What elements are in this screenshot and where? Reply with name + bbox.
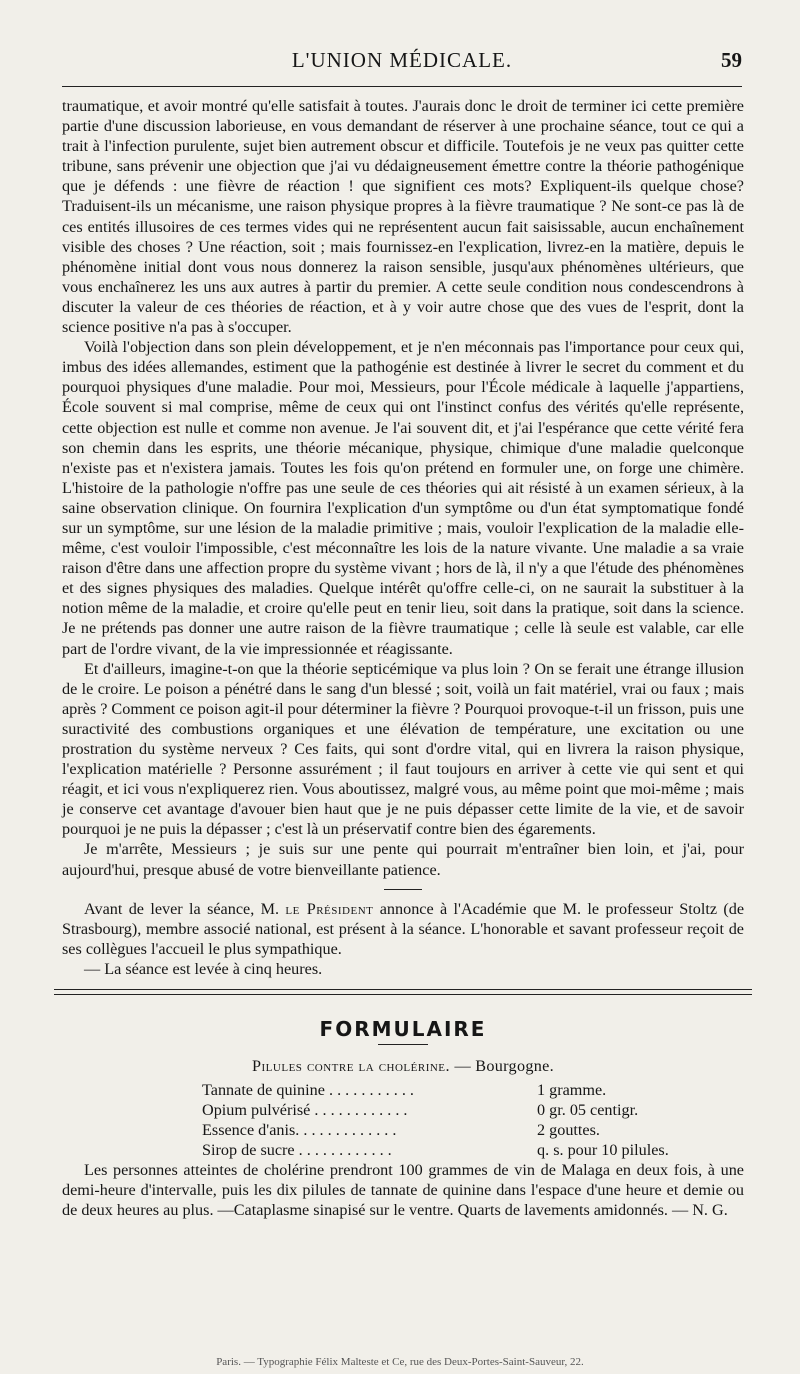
announcement-text-end: annonce à l'Académie que M. le professeur Stoltz (de Strasbourg), membre associé national, est présent à la séance. L'honorable et savant professeur reçoit de ses collègues l'accueil le plus sympathique. [62,899,745,958]
ingredient-row [202,1120,702,1140]
ingredient-list [202,1080,702,1160]
journal-title: L'UNION MÉDICALE. [291,48,513,72]
page-number: 59 [721,48,742,72]
recipe-author: — Bourgogne. [454,1057,554,1076]
formulaire-title: FORMULAIRE [319,1017,487,1042]
ingredient-row [202,1140,702,1160]
paragraph-closing: Je m'arrête, Messieurs ; je suis sur une pente qui pourrait m'entraîner bien loin, et j'ai, pour aujourd'hui, presque abusé de votre bienveillante patience. [62,840,744,879]
printer-imprint: Paris. — Typographie Félix Malteste et Ce, rue des Deux-Portes-Saint-Sauveur, 22. [216,1356,584,1368]
header-rule [62,86,742,87]
paragraph-septicemia: Et d'ailleurs, imagine-t-on que la théorie septicémique va plus loin ? On se ferait une étrange illusion de le croire. Le poison a pénétré dans le sang d'un blessé ; soit, voilà un fait matériel, vrai ou faux ; mais après ? Comment ce poison agit-il pour déterminer la fièvre ? Pourquoi provoque-t-il un frisson, puis une suractivité des combustions organiques et une élévation de température, une excitation ou une prostration du système nerveux ? Ces faits, qui sont d'ordre vital, qui en livrera la raison physique, l'explication matérielle ? Personne assurément ; il faut toujours en arriver à cette vie qui sent et qui réagit, et ici vous n'expliquerez rien. Vous aboutissez, malgré vous, au même point que moi-même ; mais je conserve cet avantage d'avouer bien haut que je ne puis dépasser cette limite de la vie, et de savoir pourquoi je ne puis la dépasser ; c'est là un préservatif contre bien des égarements. [62,659,744,839]
recipe-name: Pilules contre la cholérine. [252,1057,451,1076]
ingredient-quantity: 2 gouttes. [537,1121,600,1140]
ingredient-name: Tannate de quinine . . . . . . . . . . . [202,1081,414,1100]
article-body [62,96,744,1221]
title-rule [378,1044,428,1045]
ingredient-name: Opium pulvérisé . . . . . . . . . . . . [202,1101,408,1120]
double-rule-divider [54,989,752,995]
president-title: le Président [285,899,374,918]
ingredient-quantity: q. s. pour 10 pilules. [537,1141,669,1160]
recipe-instructions: Les personnes atteintes de cholérine prendront 100 grammes de vin de Malaga en deux fois, à une demi-heure d'intervalle, puis les dix pilules de tannate de quinine dans l'espace d'une heure et demie ou de deux heures au plus. —Cataplasme sinapisé sur le ventre. Quarts de lavements amidonnés. — N. G. [62,1161,744,1220]
ingredient-row [202,1080,702,1100]
paragraph-continuation: traumatique, et avoir montré qu'elle satisfait à toutes. J'aurais donc le droit de terminer ici cette première partie d'une discussion laborieuse, en vous demandant de réserver à une prochaine séance, tout ce qui a trait à l'infection purulente, sujet bien autrement obscur et difficile. Toutefois je ne veux pas quitter cette tribune, sans prévenir une objection que j'ai vu dédaigneusement émettre contre la théorie pathogénique que je défends : une fièvre de réaction ! que signifient ces mots? Expliquent-ils quelque chose? Traduisent-ils un mécanisme, une raison physique propres à la fièvre traumatique ? Ne sont-ce pas là de ces entités illusoires de ces termes vides qui ne représentent aucun fait saisissable, aucun enchaînement visible des choses ? Une réaction, soit ; mais fournissez-en l'explication, livrez-en la matière, depuis le phénomène initial dont vous nous donnerez la raison sensible, jusqu'aux phénomènes ultérieurs, que vous enchaînerez les uns aux autres à partir du premier. A cette seule condition nous condescendrons à discuter la valeur de ces théories de réaction, et à y voir autre chose que des vues de l'esprit, dont la science positive n'a pas à s'occuper. [62,97,744,337]
ingredient-name: Sirop de sucre . . . . . . . . . . . . [202,1141,392,1160]
ingredient-quantity: 1 gramme. [537,1081,607,1100]
ingredient-quantity: 0 gr. 05 centigr. [537,1101,639,1120]
announcement-text-start: Avant de lever la séance, M. [84,899,280,918]
paragraph-objection: Voilà l'objection dans son plein développement, et je n'en méconnais pas l'importance pour ceux qui, imbus des idées allemandes, estiment que la pathogénie est destinée à livrer le secret du comment et du pourquoi physiques d'une maladie. Pour moi, Messieurs, pour l'École médicale à laquelle j'appartiens, École souvent si mal comprise, même de ceux qui ont l'instinct confus des vérités qu'elle représente, cette objection est nulle et comme non avenue. Je l'ai souvent dit, et j'ai l'espérance que cette vérité fera son chemin dans les esprits, une théorie mécanique, physique, chimique d'une maladie quelconque n'existe pas et n'existera jamais. Toutes les fois qu'on prétend en formuler une, on forge une chimère. L'histoire de la pathologie n'offre pas une seule de ces théories qui ait résisté à un examen sérieux, à la saine observation clinique. On fournira l'explication d'un symptôme ou d'un état symptomatique fondé sur un symptôme, sur une lésion de la maladie primitive ; mais, vouloir l'explication de la maladie elle-même, c'est vouloir l'impossible, c'est méconnaître les lois de la nature vivante. Une maladie a sa vraie raison d'être dans une affection propre du système vivant ; hors de là, il n'y a que l'étude des phénomènes et des signes physiques des maladies. Quelque intérêt qu'offre celle-ci, on ne saurait la substituer à la notion même de la maladie, et croire qu'elle peut en tenir lieu, soit dans la pratique, soit dans la science. Je ne prétends pas donner une autre raison de la fièvre traumatique ; celle là seule est valable, car elle part de l'ordre vivant, de la vie impressionnée et réagissante. [62,338,744,658]
announcement-paragraph [62,899,744,959]
recipe-title [62,1056,744,1076]
session-closing-line: — La séance est levée à cinq heures. [84,959,323,978]
running-head [62,48,742,78]
ingredient-row [202,1100,702,1120]
section-separator [384,889,422,890]
ingredient-name: Essence d'anis. . . . . . . . . . . . . [202,1121,397,1140]
